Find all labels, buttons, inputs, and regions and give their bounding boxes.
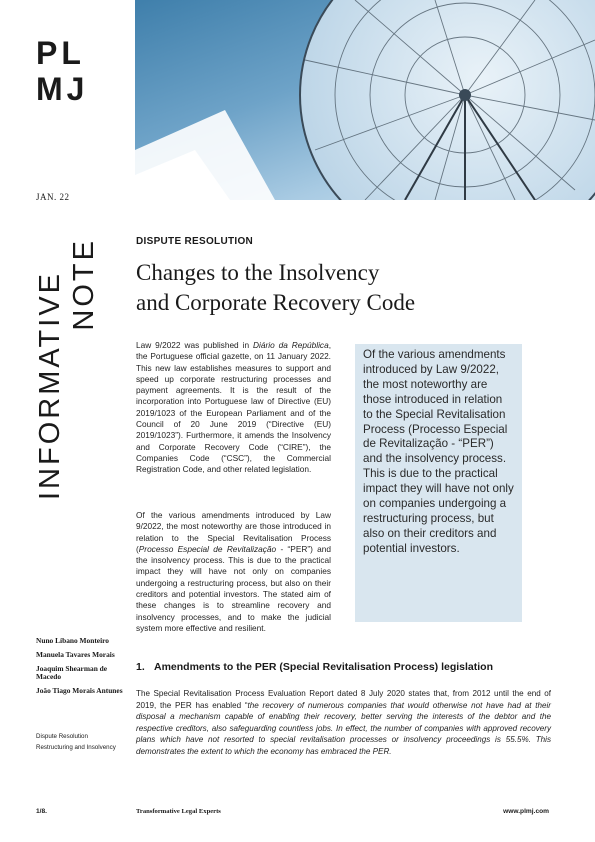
authors-list <box>36 637 126 701</box>
p1-gazette-name: Diário da República <box>253 340 329 350</box>
vertical-line-2: NOTE <box>68 238 100 331</box>
p1-text-c: , the Portuguese official gazette, on 11 January 2022. This new law establishes measures to support and speed up corporate restructuring processes and payment agreements. It is the result of the incorporation into Portuguese law of Directive (EU) 2019/1023 of the European Parliament and of the Council of 20 June 2019 (“Directive (EU) 2019/1023”). Furthermore, it amends the Insolvency and Corporate Recovery Code (“CIRE”), the Companies Code (“CSC”), the Commercial Registration Code, and other related legislation. <box>136 340 331 475</box>
practice-tags <box>36 733 126 756</box>
p2-process-name: Processo Especial de Revitalização <box>138 543 277 554</box>
vertical-line-1: INFORMATIVE <box>34 270 66 500</box>
pull-quote-text: Of the various amendments introduced by Law 9/2022, the most noteworthy are those introduced in relation to the Special Revitalisation Process (Processo Especial de Revitalização - “PER”) and the insolvency process. This is due to the practical impact they will have not only on companies undergoing a restructuring process, but also on their creditors and potential investors. <box>363 348 514 555</box>
practice-tag: Restructuring and Insolvency <box>36 744 116 752</box>
intro-paragraph <box>136 340 331 476</box>
section-1-paragraph <box>136 688 551 757</box>
section-number: 1. <box>136 661 145 673</box>
issue-date: JAN. 22 <box>36 192 70 202</box>
title-line-1: Changes to the Insolvency <box>136 260 380 285</box>
section-heading-1 <box>136 661 556 673</box>
author-name: João Tiago Morais Antunes <box>36 686 123 696</box>
amendments-paragraph <box>136 510 331 634</box>
author-name: Manuela Tavares Morais <box>36 649 115 659</box>
logo-line1: PL <box>36 36 85 71</box>
document-type-vertical <box>34 238 102 500</box>
page-title <box>136 258 536 318</box>
p2-text-a: Of the various amendments introduced by Law 9/2022, the most noteworthy are those introduced in relation to the Special Revitalisation Process ( <box>136 510 331 554</box>
author-name: Nuno Líbano Monteiro <box>36 636 109 645</box>
pull-quote-box <box>355 344 522 622</box>
plmj-logo <box>36 36 100 104</box>
page-number: 1/8. <box>36 808 47 815</box>
website-link[interactable]: www.plmj.com <box>503 808 549 815</box>
body2-quoted-text: the recovery of numerous companies that would otherwise not have had at their disposal a mechanism capable of enabling their recovery, better serving the interests of the debtor and the respective creditors, also safeguarding countless jobs. In effect, the number of companies with approved recovery plans which have not resorted to special revitalisation processes or insolvency proceedings is 55.5%. This demonstrates the extent to which the economy has embraced the PER. <box>136 700 551 756</box>
p1-text-a: Law 9/2022 was published in <box>136 340 254 350</box>
body2-text-a: The Special Revitalisation Process Evaluation Report dated 8 July 2020 states that, from 2012 until the end of 2019, the PER has enabled “ <box>136 689 551 710</box>
footer-tagline: Transformative Legal Experts <box>136 808 221 815</box>
hero-image <box>135 0 595 200</box>
practice-tag: Dispute Resolution <box>36 733 88 740</box>
author-name: Joaquim Shearman de Macedo <box>36 663 108 682</box>
title-line-2: and Corporate Recovery Code <box>136 290 416 315</box>
p2-text-c: - “PER”) and the insolvency process. This is due to the practical impact they will have not only on companies undergoing a restructuring process, but also on their creditors and potential investors. The stated aim of these changes is to streamline recovery and insolvency processes, and to make the judicial system more effective and resilient. <box>136 543 332 633</box>
satellite-dish-illustration <box>135 0 595 200</box>
logo-line2: MJ <box>36 71 89 104</box>
practice-area-heading: DISPUTE RESOLUTION <box>136 236 254 247</box>
section-heading-text: Amendments to the PER (Special Revitalisation Process) legislation <box>154 661 494 673</box>
